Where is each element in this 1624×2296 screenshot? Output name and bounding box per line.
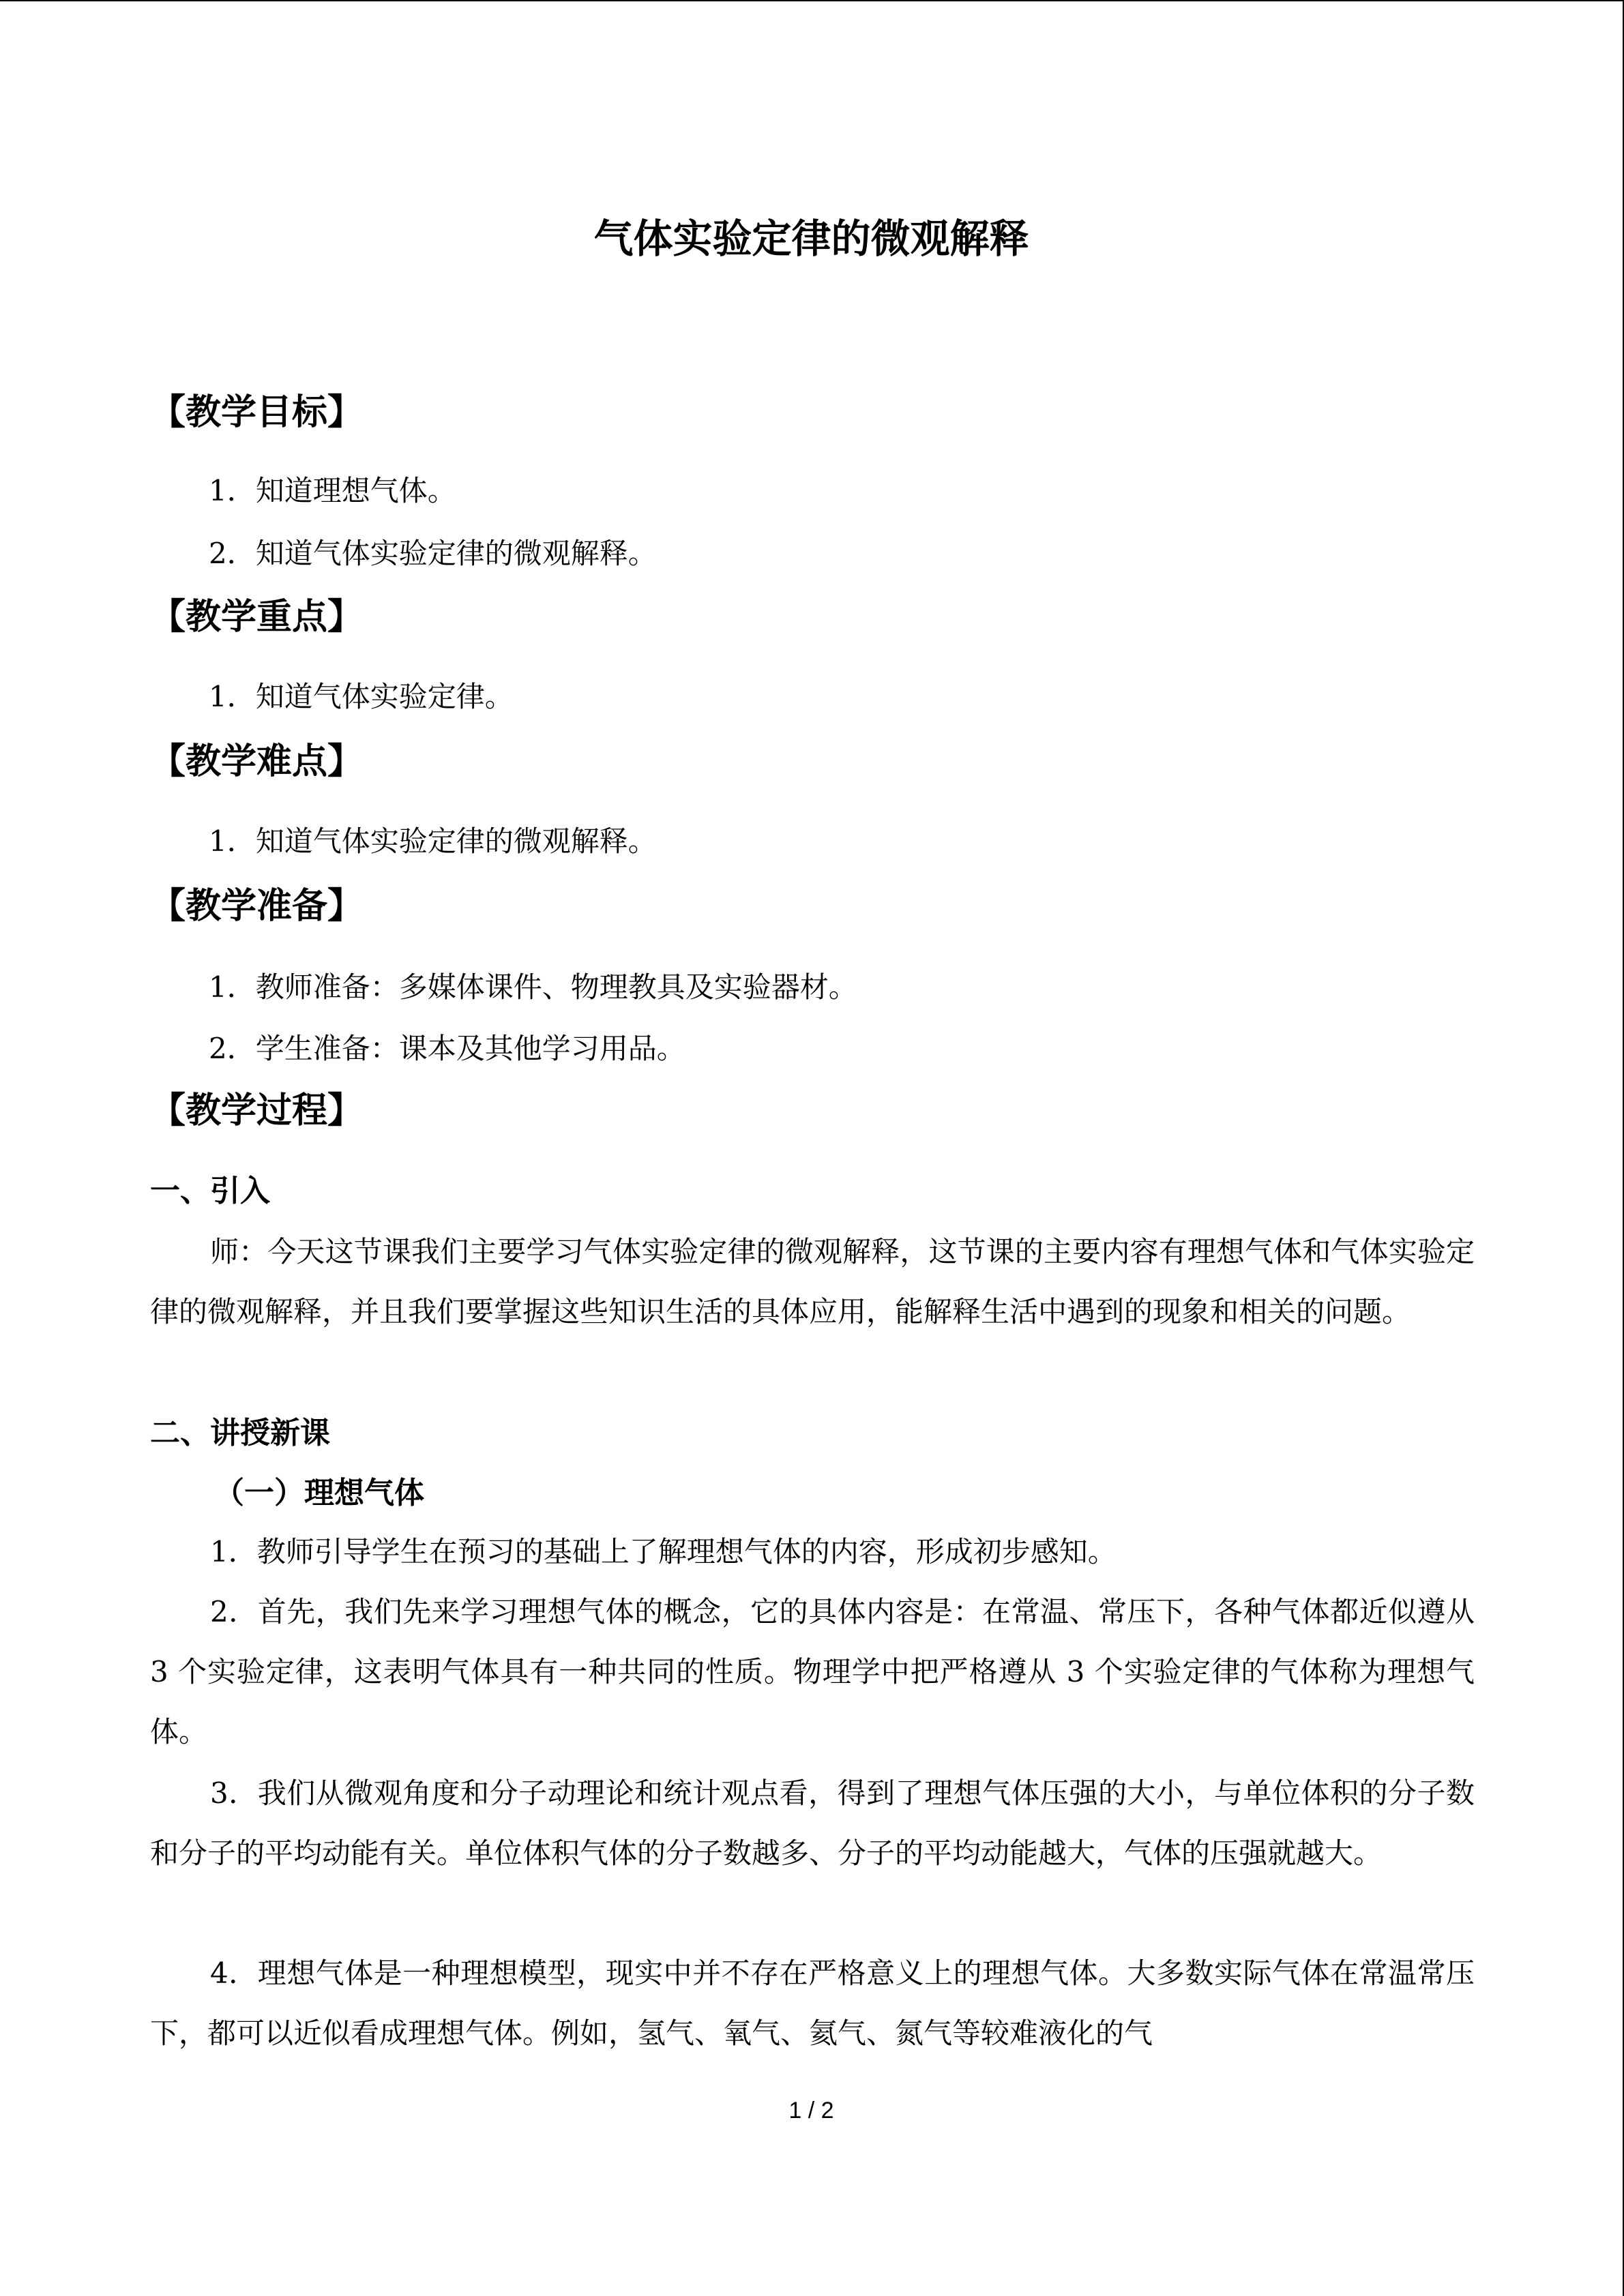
heading-preparation: 【教学准备】 [150, 886, 364, 927]
section-intro-title: 一、引入 [150, 1174, 270, 1208]
heading-key-points: 【教学重点】 [150, 597, 364, 638]
preparation-item-2: 2．学生准备：课本及其他学习用品。 [209, 1032, 685, 1065]
objective-item-2: 2．知道气体实验定律的微观解释。 [209, 537, 657, 570]
difficulty-item-1: 1．知道气体实验定律的微观解释。 [209, 824, 657, 858]
ideal-gas-paragraph-3: 3．我们从微观角度和分子动理论和统计观点看，得到了理想气体压强的大小，与单位体积的分子数和分子的平均动能有关。单位体积气体的分子数越多、分子的平均动能越大，气体的压强就越大。 [150, 1776, 1475, 1870]
ideal-gas-paragraph-2: 2．首先，我们先来学习理想气体的概念，它的具体内容是：在常温、常压下，各种气体都近似遵从 3 个实验定律，这表明气体具有一种共同的性质。物理学中把严格遵从 3 个实验定律的气体称为理想气体。 [150, 1595, 1475, 1748]
section-new-lesson-title: 二、讲授新课 [150, 1416, 330, 1450]
heading-objectives: 【教学目标】 [150, 392, 364, 433]
subsection-ideal-gas-title: （一）理想气体 [214, 1476, 424, 1510]
page-number: 1 / 2 [788, 2098, 834, 2123]
intro-paragraph: 师：今天这节课我们主要学习气体实验定律的微观解释，这节课的主要内容有理想气体和气体实验定律的微观解释，并且我们要掌握这些知识生活的具体应用，能解释生活中遇到的现象和相关的问题。 [150, 1235, 1475, 1328]
key-point-item-1: 1．知道气体实验定律。 [209, 680, 514, 713]
objective-item-1: 1．知道理想气体。 [209, 474, 456, 507]
preparation-item-1: 1．教师准备：多媒体课件、物理教具及实验器材。 [209, 970, 857, 1004]
ideal-gas-paragraph-1: 1．教师引导学生在预习的基础上了解理想气体的内容，形成初步感知。 [210, 1535, 1117, 1568]
ideal-gas-paragraph-4: 4．理想气体是一种理想模型，现实中并不存在严格意义上的理想气体。大多数实际气体在常温常压下，都可以近似看成理想气体。例如，氢气、氧气、氦气、氮气等较难液化的气 [150, 1956, 1475, 2050]
heading-process: 【教学过程】 [150, 1090, 364, 1131]
document-title: 气体实验定律的微观解释 [593, 215, 1029, 262]
heading-difficulties: 【教学难点】 [150, 741, 364, 782]
